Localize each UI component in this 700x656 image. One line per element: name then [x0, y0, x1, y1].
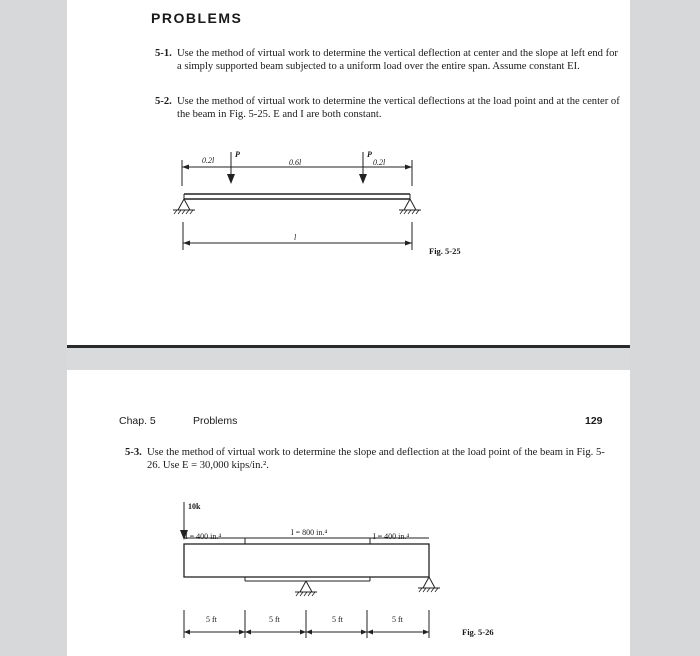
page-2: [67, 370, 630, 656]
arrowhead-left: [227, 174, 235, 184]
problem-number: 5-3.: [125, 447, 142, 458]
problem-text: Use the method of virtual work to determine the vertical deflections at the load point and at the center of the beam in Fig. 5-25. E and I are both constant.: [177, 96, 620, 120]
segment-label-3: 5 ft: [332, 615, 343, 624]
load-label-left: P: [235, 150, 240, 159]
figure-5-25: [67, 0, 630, 345]
pin-support-right: [423, 577, 435, 588]
dim-arrow-left: [182, 165, 189, 170]
dim-label-right: 0.2l: [373, 158, 386, 167]
span-arrow-right: [405, 241, 412, 246]
problem-number: 5-1.: [155, 48, 172, 59]
section-label: Problems: [193, 415, 238, 427]
segment-label-4: 5 ft: [392, 615, 403, 624]
problem-text: Use the method of virtual work to determine the vertical deflection at center and the slope at left end for a simply supported beam subjected to a uniform load over the entire span. Assume constant EI.: [177, 48, 618, 72]
inertia-left: I = 400 in.⁴: [185, 532, 222, 541]
load-label-right: P: [367, 150, 372, 159]
problem-number: 5-2.: [155, 96, 172, 107]
page-number: 129: [585, 415, 603, 427]
figure-5-26: [67, 370, 630, 656]
span-label: l: [294, 233, 297, 242]
dim-label-mid: 0.6l: [289, 158, 302, 167]
page-gap: [67, 345, 630, 373]
page-title: PROBLEMS: [151, 10, 243, 26]
beam-outline: [184, 544, 429, 577]
inertia-right: I = 400 in.⁴: [373, 532, 410, 541]
figure-caption: Fig. 5-26: [462, 627, 494, 637]
chapter-label: Chap. 5: [119, 415, 156, 427]
segment-label-1: 5 ft: [206, 615, 217, 624]
span-arrow-left: [183, 241, 190, 246]
dim-arrow-right: [405, 165, 412, 170]
arrowhead-right: [359, 174, 367, 184]
pin-support-right: [404, 199, 416, 210]
load-label: 10k: [188, 502, 201, 511]
pin-support-middle: [300, 581, 312, 592]
inertia-middle: I = 800 in.⁴: [291, 528, 328, 537]
segment-label-2: 5 ft: [269, 615, 280, 624]
pin-support-left: [178, 199, 190, 210]
dim-label-left: 0.2l: [202, 156, 215, 165]
problem-text: Use the method of virtual work to determine the slope and deflection at the load point of the beam in Fig. 5-26. Use E = 30,000 kips/in.².: [147, 447, 605, 471]
right-margin: [630, 0, 700, 656]
left-margin: [0, 0, 67, 656]
page-1: [67, 0, 630, 345]
figure-caption: Fig. 5-25: [429, 246, 461, 256]
